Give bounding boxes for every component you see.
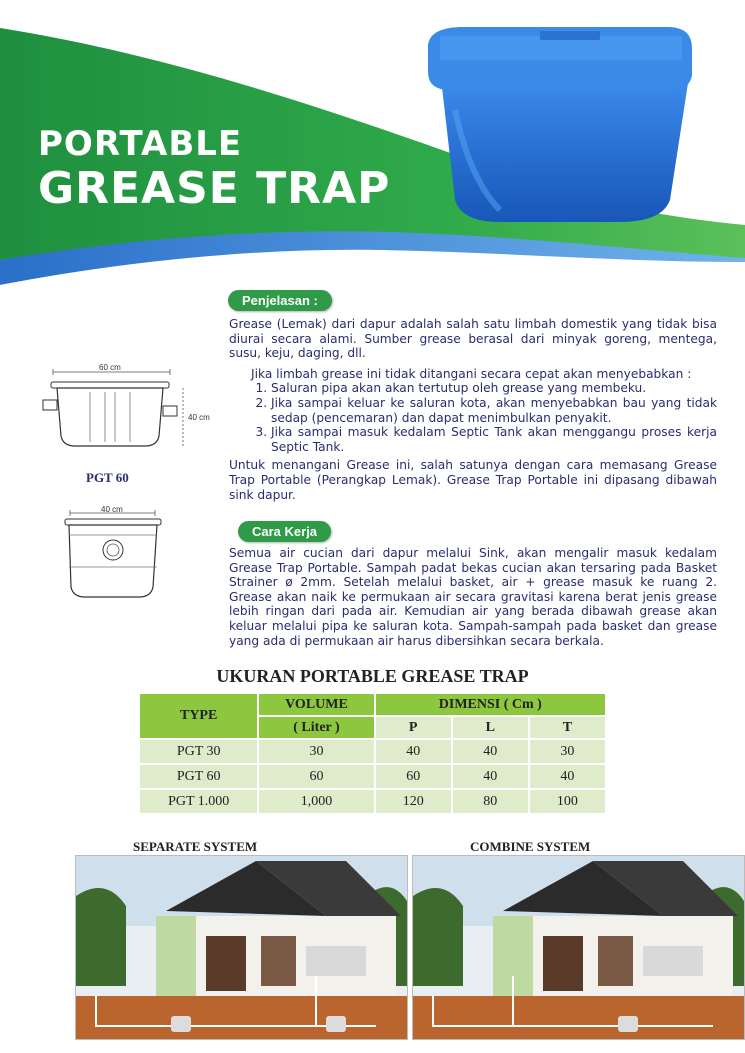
cell-type: PGT 1.000 (139, 789, 258, 814)
title-grease-trap: GREASE TRAP (38, 163, 391, 214)
penjelasan-paragraph-1: Grease (Lemak) dari dapur adalah salah satu limbah domestik yang tidak bisa diurai secara alami. Sumber grease berasal dari minyak goreng, mentega, susu, keju, daging, dll. (229, 317, 717, 361)
penjelasan-text (229, 317, 717, 502)
header-type: TYPE (139, 693, 258, 739)
header-p: P (375, 716, 452, 739)
header-volume-unit: ( Liter ) (258, 716, 374, 739)
title-portable: PORTABLE (38, 124, 243, 164)
table-row (139, 764, 606, 789)
cell-p: 40 (375, 739, 452, 764)
table-row (139, 789, 606, 814)
header-volume: VOLUME (258, 693, 374, 716)
header-dimensi: DIMENSI ( Cm ) (375, 693, 606, 716)
cell-t: 100 (529, 789, 606, 814)
side-width-label: 40 cm (101, 505, 123, 514)
separate-system-illustration (75, 855, 408, 1040)
front-view-diagram (35, 360, 225, 460)
cell-volume: 30 (258, 739, 374, 764)
list-item: 3. Jika sampai masuk kedalam Septic Tank akan menggangu proses kerja Septic Tank. (271, 425, 717, 454)
cell-l: 40 (452, 764, 529, 789)
header-t: T (529, 716, 606, 739)
cell-l: 80 (452, 789, 529, 814)
height-label: 40 cm (188, 413, 210, 422)
penjelasan-label: Penjelasan : (228, 290, 332, 311)
size-table (138, 692, 607, 815)
combine-system-caption: COMBINE SYSTEM (470, 839, 591, 854)
list-item: 1. Saluran pipa akan akan tertutup oleh grease yang membeku. (271, 381, 717, 396)
cell-type: PGT 60 (139, 764, 258, 789)
penjelasan-list-intro: Jika limbah grease ini tidak ditangani secara cepat akan menyebabkan : (251, 366, 692, 381)
side-view-diagram (55, 505, 175, 605)
table-title: UKURAN PORTABLE GREASE TRAP (216, 666, 529, 686)
penjelasan-list (251, 381, 717, 454)
model-label: PGT 60 (86, 470, 129, 485)
header-l: L (452, 716, 529, 739)
cell-p: 120 (375, 789, 452, 814)
table-row (139, 739, 606, 764)
combine-system-illustration (412, 855, 745, 1040)
cell-t: 30 (529, 739, 606, 764)
cell-t: 40 (529, 764, 606, 789)
list-item: 2. Jika sampai keluar ke saluran kota, akan menyebabkan bau yang tidak sedap (pencemaran) dan dapat menimbulkan penyakit. (271, 396, 717, 425)
cell-type: PGT 30 (139, 739, 258, 764)
cell-volume: 60 (258, 764, 374, 789)
grease-trap-product-image (428, 27, 692, 222)
penjelasan-paragraph-2: Untuk menangani Grease ini, salah satunya dengan cara memasang Grease Trap Portable (Perangkap Lemak). Grease Trap Portable ini dipasang dibawah sink dapur. (229, 458, 717, 502)
cara-kerja-text: Semua air cucian dari dapur melalui Sink, akan mengalir masuk kedalam Grease Trap Portable. Sampah padat bekas cucian akan tersaring pada Basket Strainer ø 2mm. Setelah melalui basket, air + grease masuk ke ruang 2. Grease akan naik ke permukaan air secara gravitasi karena berat jenis grease lebih ringan dari pada air. Kemudian air yang berada dibawah grease akan keluar melalui pipa ke saluran kota. Sampah-sampah pada basket dan grease yang ada di permukaan air harus dibersihkan secara berkala. (229, 546, 717, 648)
cell-volume: 1,000 (258, 789, 374, 814)
separate-system-caption: SEPARATE SYSTEM (133, 839, 258, 854)
top-width-label: 60 cm (99, 363, 121, 372)
cell-p: 60 (375, 764, 452, 789)
cara-kerja-label: Cara Kerja (238, 521, 331, 542)
cell-l: 40 (452, 739, 529, 764)
